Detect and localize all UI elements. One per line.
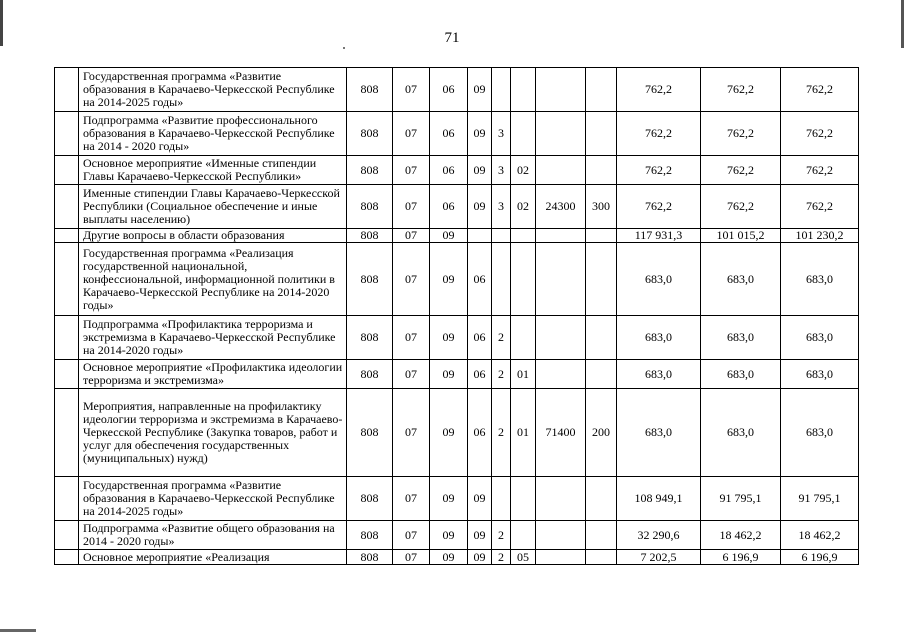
code-cell: 07 [393,316,430,360]
amount-cell: 6 196,9 [701,550,781,565]
code-cell: 06 [468,360,492,389]
table-row [55,389,859,477]
amount-cell: 101 015,2 [701,229,781,243]
row-description: Государственная программа «Реализация государственной национальной, конфессиональной, информационной политики в Карачаево-Черкесской Республике на 2014-2020 годы» [79,243,347,316]
code-cell: 09 [468,477,492,521]
code-cell [586,360,617,389]
code-cell [468,229,492,243]
code-cell: 06 [430,68,468,112]
code-cell: 808 [347,550,393,565]
code-cell: 2 [492,521,511,550]
amount-cell: 91 795,1 [701,477,781,521]
code-cell [536,243,586,316]
row-description: Подпрограмма «Развитие профессионального образования в Карачаево-Черкесской Республике на 2014 - 2020 годы» [79,112,347,156]
amount-cell: 762,2 [781,112,859,156]
amount-cell: 32 290,6 [617,521,701,550]
code-cell: 02 [511,156,536,185]
code-cell: 07 [393,112,430,156]
amount-cell: 683,0 [781,360,859,389]
code-cell: 09 [468,112,492,156]
code-cell: 09 [430,243,468,316]
amount-cell: 762,2 [617,156,701,185]
code-cell [536,112,586,156]
code-cell: 01 [511,389,536,477]
row-description: Государственная программа «Развитие образования в Карачаево-Черкесской Республике на 2014-2025 годы» [79,477,347,521]
code-cell: 09 [430,389,468,477]
code-cell: 808 [347,68,393,112]
code-cell: 71400 [536,389,586,477]
code-cell: 808 [347,477,393,521]
amount-cell: 762,2 [701,156,781,185]
code-cell: 09 [468,185,492,229]
code-cell: 09 [430,477,468,521]
code-cell: 09 [430,360,468,389]
table-row [55,185,859,229]
code-cell: 09 [430,550,468,565]
code-cell [511,112,536,156]
amount-cell: 762,2 [781,185,859,229]
amount-cell: 683,0 [701,360,781,389]
blank-cell [55,360,79,389]
amount-cell: 683,0 [617,316,701,360]
amount-cell: 108 949,1 [617,477,701,521]
code-cell: 09 [468,521,492,550]
code-cell: 808 [347,316,393,360]
code-cell: 200 [586,389,617,477]
code-cell: 808 [347,185,393,229]
code-cell: 02 [511,185,536,229]
code-cell: 07 [393,68,430,112]
row-description: Основное мероприятие «Реализация [79,550,347,565]
code-cell: 2 [492,550,511,565]
blank-cell [55,243,79,316]
blank-cell [55,521,79,550]
code-cell [536,316,586,360]
code-cell [511,229,536,243]
code-cell [536,68,586,112]
amount-cell: 762,2 [781,156,859,185]
amount-cell: 18 462,2 [781,521,859,550]
code-cell: 808 [347,156,393,185]
amount-cell: 18 462,2 [701,521,781,550]
amount-cell: 683,0 [617,389,701,477]
code-cell [492,68,511,112]
code-cell: 07 [393,185,430,229]
code-cell: 808 [347,229,393,243]
budget-table [54,67,859,565]
amount-cell: 762,2 [701,68,781,112]
code-cell: 09 [468,156,492,185]
row-description: Мероприятия, направленные на профилактику идеологии терроризма и экстремизма в Карачаево-Черкесской Республике (Закупка товаров, работ и услуг для обеспечения государственных (муниципальных) нужд) [79,389,347,477]
code-cell: 06 [430,156,468,185]
code-cell [492,477,511,521]
code-cell: 09 [468,68,492,112]
code-cell [586,550,617,565]
code-cell: 07 [393,389,430,477]
code-cell: 09 [468,550,492,565]
blank-cell [55,112,79,156]
code-cell: 07 [393,243,430,316]
amount-cell: 683,0 [617,243,701,316]
code-cell: 07 [393,229,430,243]
code-cell: 808 [347,112,393,156]
code-cell: 07 [393,156,430,185]
code-cell: 24300 [536,185,586,229]
code-cell: 808 [347,360,393,389]
code-cell: 808 [347,389,393,477]
code-cell: 07 [393,550,430,565]
code-cell [586,316,617,360]
amount-cell: 762,2 [701,112,781,156]
code-cell [536,360,586,389]
code-cell: 05 [511,550,536,565]
table-row [55,521,859,550]
scan-speck [343,47,345,49]
code-cell: 2 [492,316,511,360]
code-cell: 3 [492,156,511,185]
code-cell [511,521,536,550]
table-row [55,68,859,112]
amount-cell: 683,0 [781,243,859,316]
code-cell: 300 [586,185,617,229]
code-cell: 06 [430,112,468,156]
code-cell [492,243,511,316]
code-cell [586,243,617,316]
amount-cell: 762,2 [617,112,701,156]
code-cell: 06 [468,316,492,360]
amount-cell: 762,2 [617,68,701,112]
code-cell: 3 [492,185,511,229]
blank-cell [55,156,79,185]
blank-cell [55,229,79,243]
row-description: Подпрограмма «Профилактика терроризма и экстремизма в Карачаево-Черкесской Республике на 2014-2020 годы» [79,316,347,360]
amount-cell: 91 795,1 [781,477,859,521]
code-cell [511,316,536,360]
code-cell: 06 [468,389,492,477]
amount-cell: 762,2 [701,185,781,229]
row-description: Подпрограмма «Развитие общего образования на 2014 - 2020 годы» [79,521,347,550]
code-cell: 07 [393,477,430,521]
code-cell: 09 [430,229,468,243]
code-cell: 06 [468,243,492,316]
code-cell: 2 [492,360,511,389]
amount-cell: 762,2 [617,185,701,229]
code-cell [586,68,617,112]
table-row [55,229,859,243]
code-cell [536,229,586,243]
code-cell [586,229,617,243]
code-cell: 808 [347,243,393,316]
code-cell: 01 [511,360,536,389]
amount-cell: 7 202,5 [617,550,701,565]
code-cell [536,550,586,565]
code-cell [511,477,536,521]
amount-cell: 117 931,3 [617,229,701,243]
amount-cell: 762,2 [781,68,859,112]
blank-cell [55,185,79,229]
code-cell: 07 [393,360,430,389]
row-description: Основное мероприятие «Именные стипендии Главы Карачаево-Черкесской Республики» [79,156,347,185]
code-cell: 09 [430,316,468,360]
code-cell: 3 [492,112,511,156]
blank-cell [55,550,79,565]
code-cell: 06 [430,185,468,229]
amount-cell: 6 196,9 [781,550,859,565]
table-row [55,156,859,185]
code-cell: 808 [347,521,393,550]
code-cell [492,229,511,243]
amount-cell: 683,0 [701,243,781,316]
row-description: Государственная программа «Развитие образования в Карачаево-Черкесской Республике на 2014-2025 годы» [79,68,347,112]
row-description: Другие вопросы в области образования [79,229,347,243]
code-cell [586,112,617,156]
table-row [55,316,859,360]
amount-cell: 101 230,2 [781,229,859,243]
row-description: Именные стипендии Главы Карачаево-Черкесской Республики (Социальное обеспечение и иные выплаты населению) [79,185,347,229]
code-cell [536,521,586,550]
code-cell [586,156,617,185]
code-cell: 09 [430,521,468,550]
amount-cell: 683,0 [781,316,859,360]
amount-cell: 683,0 [781,389,859,477]
code-cell [511,68,536,112]
code-cell: 2 [492,389,511,477]
table-row [55,550,859,565]
amount-cell: 683,0 [701,316,781,360]
code-cell [511,243,536,316]
code-cell [536,477,586,521]
table-row [55,112,859,156]
table-row [55,360,859,389]
amount-cell: 683,0 [617,360,701,389]
table-row [55,243,859,316]
code-cell [536,156,586,185]
blank-cell [55,68,79,112]
code-cell [586,477,617,521]
row-description: Основное мероприятие «Профилактика идеологии терроризма и экстремизма» [79,360,347,389]
page-number: 71 [444,30,460,46]
blank-cell [55,316,79,360]
blank-cell [55,389,79,477]
blank-cell [55,477,79,521]
table-row [55,477,859,521]
amount-cell: 683,0 [701,389,781,477]
code-cell [586,521,617,550]
code-cell: 07 [393,521,430,550]
